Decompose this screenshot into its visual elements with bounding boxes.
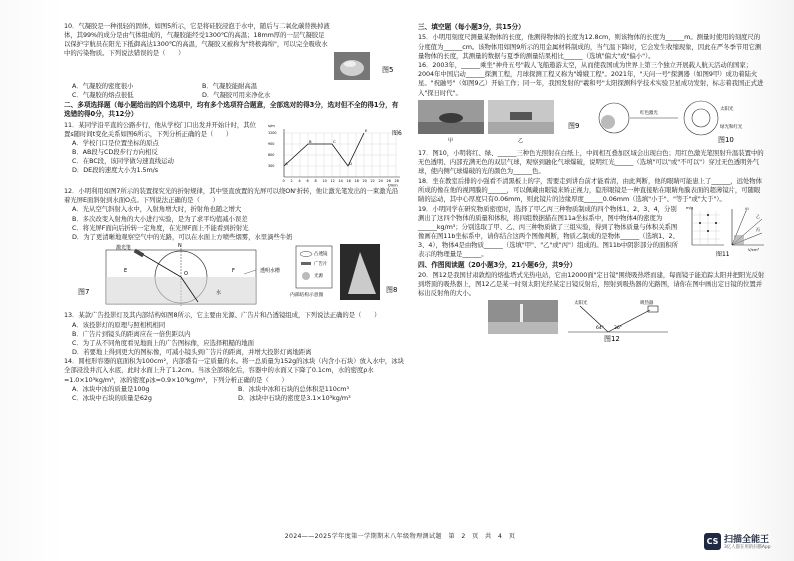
q14-option-c: C．冰块中石块的质量是62g <box>72 393 152 402</box>
water-region <box>106 277 256 304</box>
q13-option-a: A．该投影灯的原理与照相机相同 <box>72 320 166 329</box>
x-tick-label: 20 <box>362 178 367 183</box>
label-sunlight: 太阳光 <box>720 106 734 112</box>
question-18-text: 18．坐在教室后排的小强看不清黑板上的字，需要走到讲台前才能看清，由此判断，他的眼睛可能患上了______，远处物体所成的像在他的视网膜的______，可以佩戴由眼镜来矫正视力，隐形眼镜是一种直接贴在眼睛角膜表面的超薄镜片，可随眼睛的运动，其中心厚度只有0.06mm，则此镜片的边缘厚度______0.06mm（选填"小于"、"等于"或"大于"）。 <box>418 177 762 204</box>
y-axis-label: s/m <box>268 122 275 128</box>
label-water: 水 <box>216 289 221 296</box>
x-tick-label: 26 <box>386 178 391 183</box>
q11-option-c: C．在BC段，该同学做匀速直线运动 <box>72 157 174 166</box>
svg-text:E: E <box>124 267 128 274</box>
figure-9-label: 图9 <box>568 121 580 130</box>
x-tick-label: 14 <box>338 178 343 183</box>
question-11 <box>64 121 404 187</box>
balloon-outer <box>684 101 718 135</box>
page-footer: 2024——2025学年度第一学期期末八年级物理测试题 第 2 页 共 4 页 <box>284 533 516 540</box>
x-tick-label: 12 <box>330 178 335 183</box>
incident-ray <box>142 254 181 277</box>
figure-12-solar-tower <box>418 298 766 342</box>
label-green-red: 绿光和红光 <box>720 124 743 130</box>
light-source-icon <box>302 272 310 280</box>
section-2-heading: 二、多项选择题（每小题给出的四个选项中，均有多个选项符合题意，全部选对的得3分，选对但不全的得1分，有选错的得0分，共12分） <box>64 101 399 119</box>
label-lens: 凸透镜 <box>314 251 328 257</box>
figure-10-label: 图10 <box>718 135 734 144</box>
point-label: C <box>333 138 336 144</box>
q10-option-c: C．气凝胶的熔点很低 <box>72 91 134 100</box>
question-19 <box>418 205 766 260</box>
svg-text:F: F <box>232 267 235 274</box>
fig11b-x-label: V/cm³ <box>748 246 759 252</box>
fig11b-yi: 乙 <box>756 213 760 219</box>
section-3-heading: 三、填空题（每小题3分，共15分） <box>418 23 525 32</box>
figure-7-label: 图7 <box>78 287 90 296</box>
x-tick-label: 22 <box>370 178 375 183</box>
camscanner-slogan: 3亿人都在用的扫描App <box>724 545 771 550</box>
balloon-inner <box>692 109 710 127</box>
q12-option-b: B．多次改变入射角的大小进行实验，是为了求平均值减小误差 <box>72 214 248 223</box>
x-tick-label: 0 <box>282 178 285 183</box>
figure-12-label: 图12 <box>604 335 620 343</box>
right-column <box>418 22 766 345</box>
fig11a-y-label: m/g <box>686 204 694 210</box>
x-tick-label: 16 <box>346 178 351 183</box>
x-tick-label: 24 <box>378 178 383 183</box>
label-film: 广告片 <box>314 261 328 267</box>
figure-6-label: 图6 <box>392 129 402 137</box>
q10-option-d: D．气凝胶可用来净化水 <box>202 91 271 100</box>
y-tick-label: 1200 <box>268 130 277 135</box>
x-tick-label: 10 <box>322 178 327 183</box>
question-14-options <box>64 385 404 403</box>
y-tick-label: 900 <box>268 141 275 146</box>
svg-text:N: N <box>178 242 182 249</box>
figure-11b <box>732 207 764 252</box>
question-13 <box>64 311 404 356</box>
q13-option-b: B．广告片到镜头的距离应在一倍焦距以内 <box>72 329 191 338</box>
camscanner-logo-icon: CS <box>704 533 721 550</box>
q14-option-a: A．冰块中冰的质量是100g <box>72 384 150 393</box>
x-tick-label: 28 <box>394 178 399 183</box>
camscanner-name: 扫描全能王 <box>724 535 770 545</box>
figures-9-10 <box>418 98 766 146</box>
shaded-area <box>734 235 744 245</box>
label-red-laser: 红色激光 <box>640 110 658 116</box>
figure-5-aerogel <box>334 52 404 82</box>
question-12 <box>64 187 404 242</box>
figure-9-mars-probes <box>418 100 579 144</box>
angle-a: 64° <box>596 326 604 332</box>
figure-8-label: 图8 <box>386 285 398 294</box>
q10-option-a: A．气凝胶的密度很小 <box>72 82 134 90</box>
question-17-text: 17．图10，小明将红、绿、______三种色光照射在白纸上，中间相互叠加区域会出现白色；用红色激光笔照射升温装置中的无色透明、内部充满无色的双层气球，观察到融化气球爆破，说明红光______（选填"可以"或"不可以"）穿过无色透明外气球，使内侧气球爆破的光的颜色为______色。 <box>418 149 764 176</box>
fig11b-jia: 甲 <box>745 206 749 212</box>
label-transparent-tank: 透明水槽 <box>260 267 280 274</box>
angle-b: 36° <box>614 326 622 332</box>
label-inner-structure: 内部结构示意图 <box>290 292 324 298</box>
q11-option-d: D．DE段的速度大小为1.5m/s <box>72 166 159 175</box>
x-tick-label: 2 <box>290 178 293 183</box>
x-tick-label: 4 <box>298 178 301 183</box>
label-laser-pen: 激光笔 <box>116 244 131 251</box>
camscanner-watermark <box>704 532 790 554</box>
x-tick-label: 8 <box>314 178 317 183</box>
figure-9-b-label: 乙 <box>518 137 523 144</box>
film-icon <box>301 262 311 265</box>
figure-10-color-light <box>599 101 743 144</box>
lens-icon <box>300 251 312 256</box>
point-label: D <box>349 160 352 166</box>
section-4-heading: 四、作图阅读题（20小题3分，21小题6分，共9分） <box>418 260 577 269</box>
q14-option-b: B．冰块中冰和石块的总体积是110cm³ <box>238 384 349 393</box>
rover-icon <box>510 112 532 120</box>
y-tick-label: 300 <box>268 163 275 168</box>
question-20-text: 20．图12是我国甘肃敦煌的熔盐塔式光热电站，它由12000面"定日镜"围绕吸热塔而建，每面镜子能追踪太阳并把阳光反射到塔顶的吸热器上，图12乙是某一时刻太阳光经某定日镜反射后，照射到吸热器的光路图，请你在图中画出定日镜的位置并标出反射角的大小。 <box>418 270 765 297</box>
question-19-text: 19．小明同学在研究物质密度时，选择了甲乙丙三种物质制成的四个物体1、2、3、4，分别测出了这四个物体的质量和体积，将四组数据描在图11a坐标系中，图中物体4的密度为______kg/m³；分别选取了甲、乙、丙三种物质做了三组实验，得到了物体质量与体积关系图像画在图11b坐标系中，请你结合这两个图像判断，物质乙制成的是物体______（选填1、2、3、4），物体4是由物质______（选填"甲"、"乙"或"丙"）组成的。图11b中阴影部分的面积所表示的物理量是______。 <box>418 204 679 259</box>
svg-text:O: O <box>184 270 188 277</box>
fig11b-bing: 丙 <box>756 226 760 232</box>
figure-5-label: 图5 <box>382 66 394 74</box>
question-10 <box>64 22 404 100</box>
figure-7-refraction-setup <box>78 243 280 306</box>
q11-option-b: B．AB段与CD段步行方向相反 <box>72 148 158 157</box>
point-label: B <box>309 138 312 144</box>
figures-7-8 <box>64 242 404 308</box>
q12-option-d: D．为了更清晰地观察空气中的光路，可以在水面上方喷些烟雾，水里滴些牛奶 <box>72 232 293 241</box>
question-10-options <box>64 82 332 100</box>
label-sun-light: 太阳光 <box>574 301 588 307</box>
question-16-text: 16．2003年，______乘坐"神舟五号"载人飞船遨游太空，从而使我国成为世界上第三个独立开展载人航天活动的国家；2004年中国启动______探测工程，月球探测工程又称为"嫦娥工程"。2021年，"天问一号"探测器（如图9甲）成功着陆火星。"祝融号"（如图9乙）开始工作；同一年，我国发射的"羲和号"太阳探测科学技术实验卫星成功发射，标志着我国正式进入"探日时代"。 <box>418 61 764 97</box>
q11-option-a: A．学校门口是位置坐标的原点 <box>72 138 159 147</box>
q12-option-a: A．光从空气斜射入水中，入射角增大时，折射角也随之增大 <box>72 205 242 214</box>
q13-option-d: D．若要地上得到更大的图标像，可减小镜头到广告片的距离，并增大投影灯离地距离 <box>72 347 312 356</box>
probe-icon <box>439 113 463 123</box>
q13-option-c: C．为了从不同角度看见地面上的广告图标像，应选择粗糙的地面 <box>72 338 254 347</box>
label-heat-absorber: 吸热器 <box>640 301 654 307</box>
x-tick-label: 18 <box>354 178 359 183</box>
figure-11a <box>686 205 724 245</box>
q14-option-d: D．冰块中石块的密度是3.1×10³kg/m³ <box>238 393 351 402</box>
question-14-text: 14．圆柱形容器的底面积为100cm²，内部盛有一定质量的水。将一总质量为152g的冰块（内含小石块）放入水中，冰块全部浸没并沉入水底，此时水面上升了1.2cm。当冰全部熔化后，容器中的水面又下降了0.1cm，水的密度ρ水=1.0×10³kg/m³，冰的密度ρ冰=0.9×10³kg/m³，下列分析正确的是（ ） <box>64 357 404 384</box>
question-15-text: 15．小明用刻度尺测量某物体的长度，他测得物体的长度为12.8cm，则该物体的长度为______m。测量时使用的刻度尺的分度值为______cm。该物体用如图9所示的用金属材料制成的，当气温下降时，它会发生收缩现象，因此在严冬季节用它测量物体的长度，其测量的数据与夏季的测量结果相比______（选填"偏大"或"偏小"）。 <box>418 33 762 60</box>
figure-11-label: 图11 <box>716 250 730 257</box>
figure-6-position-time-graph <box>266 121 404 187</box>
question-10-text: 10．气凝胶是一种很轻的固体，如图5所示，它是将硅胶浸泡于水中，随后与二氧化碳替换掉液体，其99%的成分是由气体组成的，气凝胶能经受1300℃的高温；18mm厚的一层气凝胶足以保护宇航员在阳光下抵御高达1300℃的高温，气凝胶又被称为"终极海绵"，可以完全吸收水中的污染物质。下列说法错误的是（ ） <box>64 22 330 58</box>
question-12-text: 12．小明利用如图7所示的装置探究光的折射规律，其中竖直放置的光屏可以绕ON'折转，他让激光笔发出的一束激光沿着光屏E面斜射到水面O点。下列说法正确的是（ ） <box>64 187 399 205</box>
question-11-text: 11．某同学沿平直的公路步行，他从学校门口出发并开始计时，其位置s随时间t变化关系如图6所示，下列分析正确的是（ ） <box>64 120 256 138</box>
y-tick-label: 600 <box>268 152 275 157</box>
figure-11-density-graphs <box>686 205 766 257</box>
question-13-text: 13．某款广告投影灯及其内部结构如图8所示，它主要由光源、广告片和凸透镜组成，下列说法正确的是（ ） <box>64 311 381 320</box>
question-14 <box>64 357 404 402</box>
left-column <box>64 22 404 403</box>
point-label: E <box>365 127 368 133</box>
figure-8-projector <box>290 244 397 300</box>
x-tick-label: 6 <box>306 178 309 183</box>
absorber-icon <box>648 306 658 312</box>
x-axis-label: t/min <box>388 182 398 187</box>
point-label: A <box>285 160 288 166</box>
q12-option-c: C．将光屏F面向后折转一定角度，在光屏F面上不能看到折射光 <box>72 223 249 232</box>
figure-9-a-label: 甲 <box>448 137 453 144</box>
q10-option-b: B．气凝胶能耐高温 <box>202 82 258 90</box>
label-light-source: 光源 <box>314 273 323 279</box>
